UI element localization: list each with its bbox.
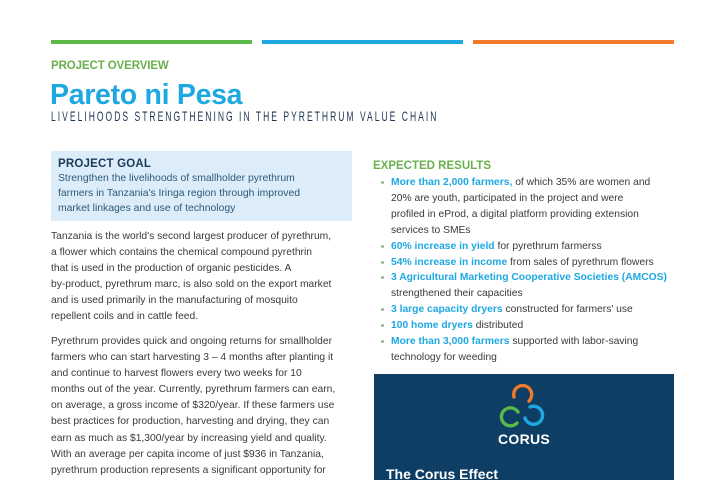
text-line: and continue to harvest flowers every two weeks for 10 [51, 368, 302, 380]
expected-results-heading: EXPECTED RESULTS [373, 160, 491, 172]
result-highlight: 3 large capacity dryers [391, 304, 503, 316]
text-line: With an average per capita income of just $936 in Tanzania, [51, 448, 324, 460]
goal-line: Strengthen the livelihoods of smallholder pyrethrum [58, 173, 295, 184]
text-line: that is used in the production of organic pesticides. A [51, 263, 292, 275]
text-line: earn as much as $1,300/year by increasing yield and quality. [51, 432, 327, 444]
expected-results-list [381, 175, 681, 366]
text-line: Pyrethrum provides quick and ongoing returns for smallholder [51, 336, 333, 347]
section-label: PROJECT OVERVIEW [51, 60, 169, 72]
text-line: months out of the year. Currently, pyrethrum farmers can earn, [51, 384, 336, 396]
result-text: strengthened their capacities [391, 288, 523, 300]
project-goal-box [51, 151, 352, 221]
text-line: and is used primarily in the manufacturing of mosquito [51, 295, 298, 307]
result-text: 20% are youth, participated in the project and were [391, 192, 624, 204]
result-text: constructed for farmers' use [502, 304, 633, 316]
list-item [381, 175, 681, 239]
orange-rule-bar [473, 40, 674, 44]
corus-effect-box [374, 374, 674, 480]
result-text: services to SMEs [391, 224, 471, 236]
bullet-icon [381, 245, 384, 248]
text-line: by-product, pyrethrum marc, is also sold on the export market [51, 279, 332, 291]
text-line: Tanzania is the world's second largest producer of pyrethrum, [51, 231, 332, 242]
result-text: technology for weeding [391, 351, 497, 363]
result-text: of which 35% are women and [512, 177, 651, 188]
project-goal-text [58, 172, 300, 216]
corus-rings-logo-icon [498, 381, 550, 429]
result-highlight: 100 home dryers [391, 320, 473, 332]
text-line: repellent coils and in cattle feed. [51, 311, 199, 323]
body-paragraph-2 [51, 334, 335, 479]
goal-line: farmers in Tanzania's Iringa region through improved [58, 187, 301, 199]
result-text: profiled in eProd, a digital platform providing extension [391, 208, 639, 220]
result-highlight: 54% increase in income [391, 256, 508, 268]
bullet-icon [381, 340, 384, 343]
result-text: distributed [472, 320, 524, 332]
list-item [381, 318, 681, 334]
list-item [381, 334, 681, 366]
text-line: best practices for production, harvesting and drying, they can [51, 416, 330, 428]
text-line: on average, a gross income of $320/year. If these farmers use [51, 400, 335, 412]
list-item [381, 302, 681, 318]
green-rule-bar [51, 40, 252, 44]
list-item [381, 239, 681, 255]
result-text: from sales of pyrethrum flowers [507, 256, 654, 268]
page-subtitle: LIVELIHOODS STRENGTHENING IN THE PYRETHRUM VALUE CHAIN [51, 108, 439, 124]
goal-line: market linkages and use of technology [58, 202, 236, 214]
result-highlight: 3 Agricultural Marketing Cooperative Societies (AMCOS) [391, 272, 667, 284]
bullet-icon [381, 276, 384, 279]
page-title: Pareto ni Pesa [50, 79, 243, 111]
result-highlight: More than 3,000 farmers [391, 336, 510, 348]
bullet-icon [381, 181, 384, 184]
corus-effect-heading: The Corus Effect [386, 466, 499, 482]
result-highlight: 60% increase in yield [391, 240, 495, 252]
text-line: farmers who can start harvesting 3 – 4 months after planting it [51, 352, 334, 364]
bullet-icon [381, 324, 384, 327]
result-text: for pyrethrum farmerss [494, 240, 602, 252]
body-paragraph-1 [51, 229, 331, 326]
bullet-icon [381, 261, 384, 264]
bullet-icon [381, 308, 384, 311]
text-line: a flower which contains the chemical compound pyrethrin [51, 247, 312, 259]
list-item [381, 255, 681, 271]
result-highlight: More than 2,000 farmers, [391, 177, 513, 188]
text-line: pyrethrum production represents a significant opportunity for [51, 464, 326, 476]
corus-wordmark: CORUS [497, 431, 551, 447]
result-text: supported with labor-saving [509, 336, 639, 348]
list-item [381, 270, 681, 302]
project-goal-heading: PROJECT GOAL [58, 158, 152, 170]
blue-rule-bar [262, 40, 463, 44]
